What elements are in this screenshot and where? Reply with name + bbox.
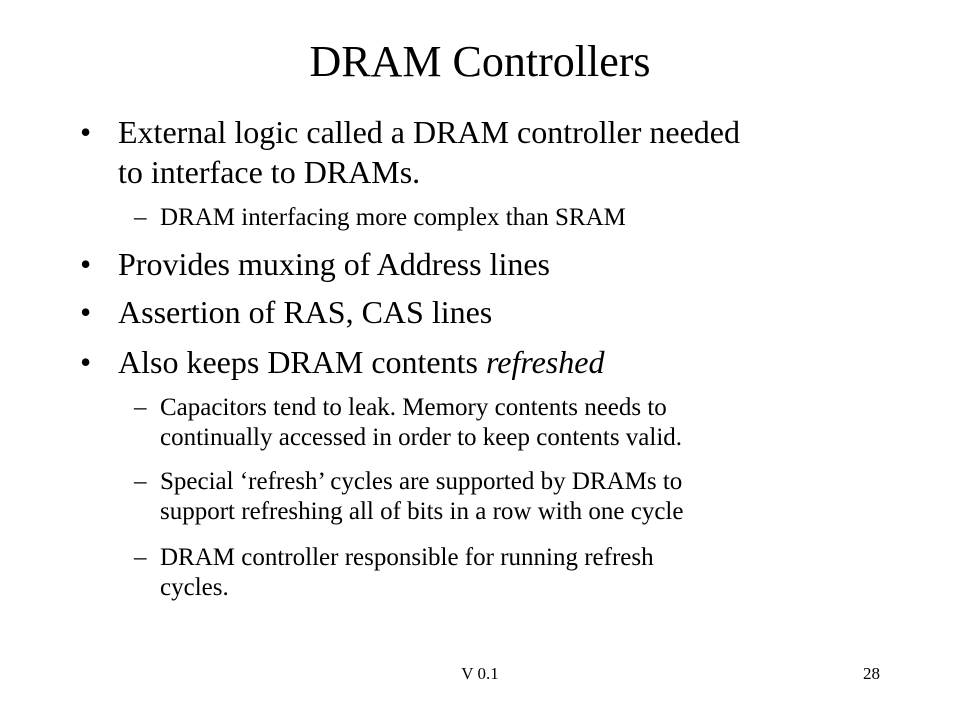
slide-title: DRAM Controllers — [309, 37, 651, 86]
sub-text-line: continually accessed in order to keep contents valid. — [160, 424, 683, 451]
bullet-marker: • — [80, 114, 92, 150]
sub-item-refresh-cycles — [134, 467, 840, 527]
sub-text-line: Special ‘refresh’ cycles are supported by DRAMs to — [160, 468, 683, 495]
bullet-item-external-logic — [80, 112, 848, 192]
sub-item-capacitors-leak — [134, 393, 840, 453]
sub-text-line: cycles. — [160, 574, 229, 601]
sub-text-line: Capacitors tend to leak. Memory contents needs to — [160, 394, 667, 421]
sub-text-line: DRAM interfacing more complex than SRAM — [160, 204, 626, 231]
sub-item-controller-responsible — [134, 543, 840, 603]
bullet-marker: • — [80, 344, 92, 380]
bullet-text-emphasis: refreshed — [485, 344, 605, 380]
dash-marker: – — [134, 204, 147, 231]
bullet-item-address-muxing — [80, 244, 848, 284]
bullet-marker: • — [80, 246, 92, 282]
sub-item-interfacing-complexity — [134, 203, 840, 233]
bullet-marker: • — [80, 294, 92, 330]
bullet-text-line — [118, 342, 848, 382]
dash-marker: – — [134, 394, 147, 421]
footer-version: V 0.1 — [461, 664, 499, 683]
bullet-text-line: External logic called a DRAM controller needed — [118, 114, 740, 150]
bullet-text-line: to interface to DRAMs. — [118, 154, 421, 190]
bullet-item-ras-cas — [80, 292, 848, 332]
sub-text-line: DRAM controller responsible for running refresh — [160, 544, 654, 571]
bullet-text-line: Provides muxing of Address lines — [118, 246, 550, 282]
dash-marker: – — [134, 468, 147, 495]
bullet-text-line: Assertion of RAS, CAS lines — [118, 294, 493, 330]
footer-page-number: 28 — [863, 664, 880, 683]
bullet-text-prefix: Also keeps DRAM contents — [118, 344, 486, 380]
bullet-item-refresh — [80, 342, 848, 382]
sub-text-line: support refreshing all of bits in a row with one cycle — [160, 498, 684, 525]
dash-marker: – — [134, 544, 147, 571]
